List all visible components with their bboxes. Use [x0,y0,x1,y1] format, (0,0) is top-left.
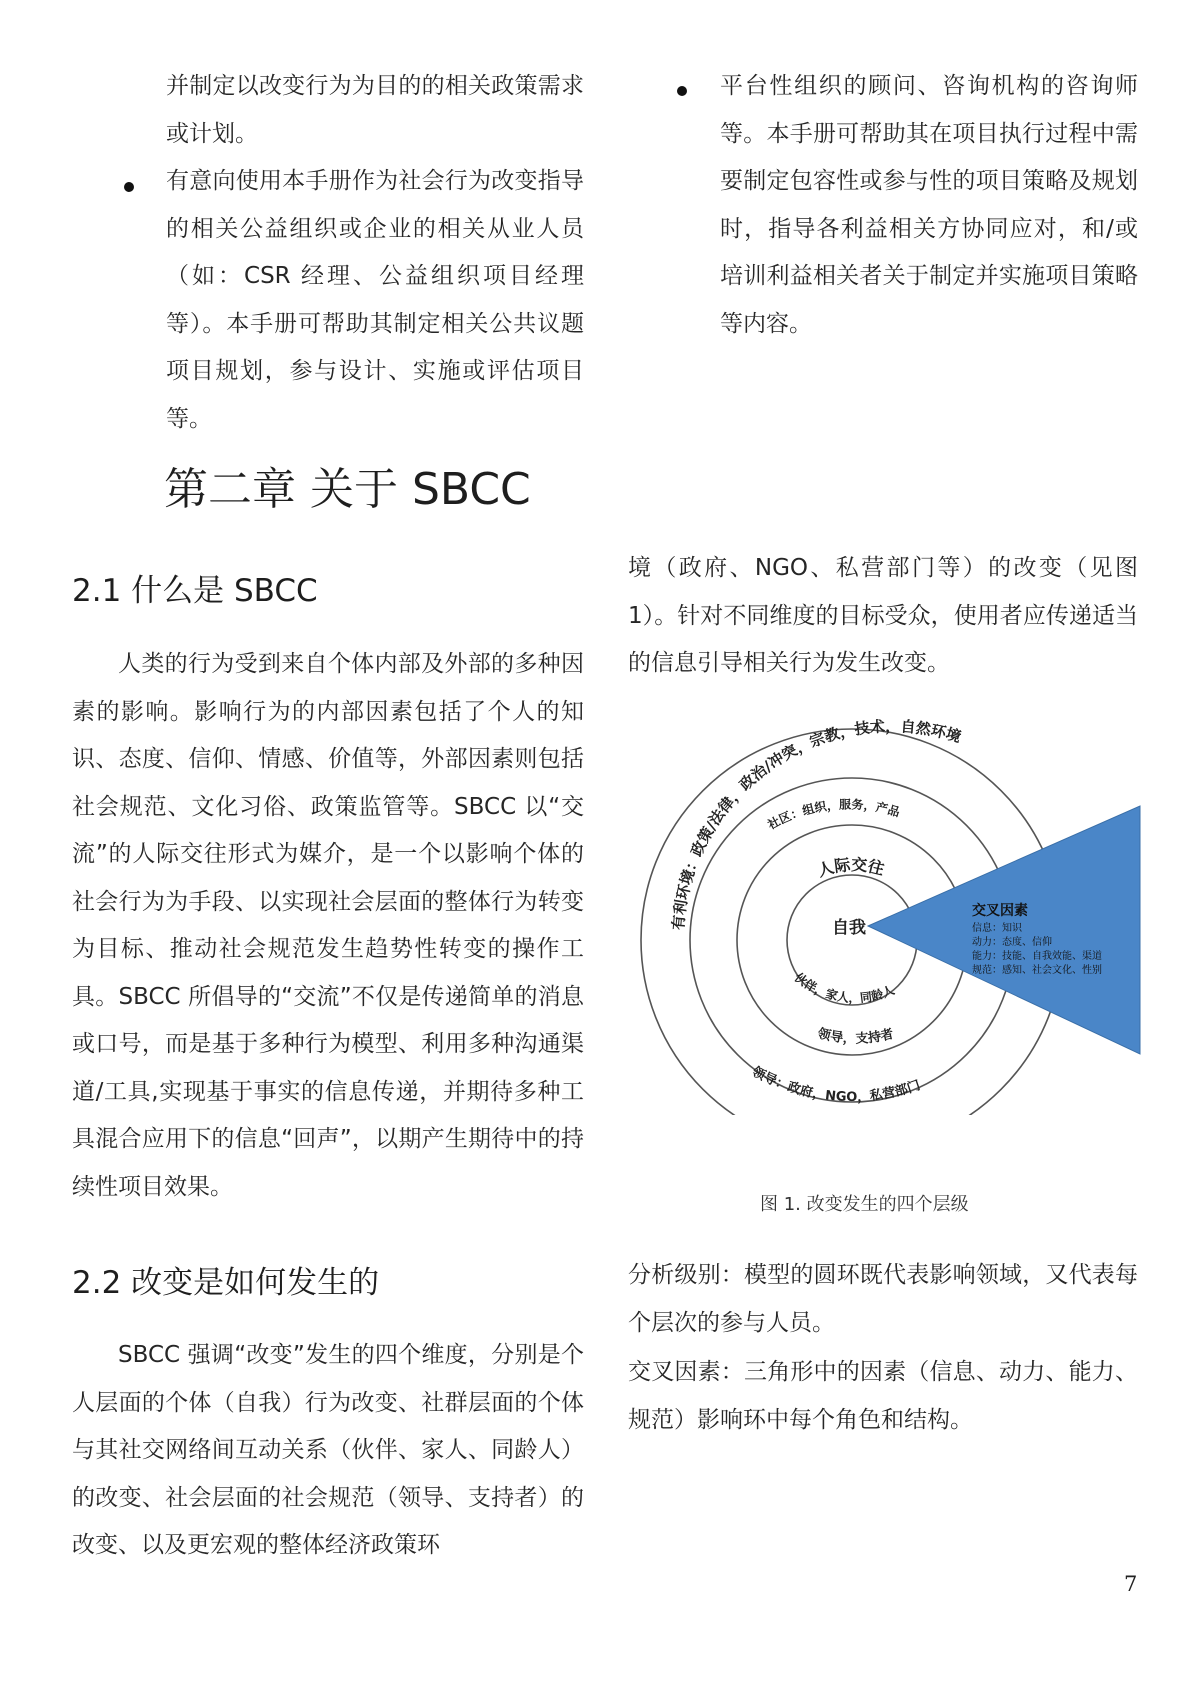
triangle-line-norms: 规范：感知、社会文化、性别 [972,965,1102,976]
page-number: 7 [1124,1572,1138,1596]
chapter-title: 第二章 关于 SBCC [164,464,531,515]
second-arc-label: 社区：组织，服务，产品 [765,797,902,833]
continued-paragraph: 并制定以改变行为为目的的相关政策需求或计划。 [166,73,584,147]
triangle-line-motivation: 动力：态度、信仰 [972,937,1052,948]
bullet-item-consultants: 平台性组织的顾问、咨询机构的咨询师等。本手册可帮助其在项目执行过程中需要制定包容性或参与性的项目策略及规划时，指导各利益相关方协同应对，和/或培训利益相关者关于制定并实施项目策略等内容。 [720,73,1138,337]
figure-caption: 图 1. 改变发生的四个层级 [760,1194,969,1215]
note-cross-factors: 交叉因素：三角形中的因素（信息、动力、能力、规范）影响环中每个角色和结构。 [628,1359,1138,1433]
note-analysis-level: 分析级别：模型的圆环既代表影响领域，又代表每个层次的参与人员。 [628,1262,1138,1336]
bullet-item-practitioners: 有意向使用本手册作为社会行为改变指导的相关公益组织或企业的相关从业人员（如：CSR 经理、公益组织项目经理等）。本手册可帮助其制定相关公共议题项目规划，参与设计、实施或评估项目等。 [166,168,584,432]
outer-arc-label: 有利环境：政策/法律，政治/冲突，宗教，技术，自然环境 [669,717,964,931]
inner-bottom-label: 伙伴，家人，同龄人 [791,970,897,1006]
section-heading-2-1: 2.1 什么是 SBCC [72,573,318,609]
triangle-line-info: 信息：知识 [972,923,1022,934]
section-2-1-paragraph: 人类的行为受到来自个体内部及外部的多种因素的影响。影响行为的内部因素包括了个人的知识、态度、信仰、情感、价值等，外部因素则包括社会规范、文化习俗、政策监管等。SBCC 以“交流”的人际交往形式为媒介，是一个以影响个体的社会行为为手段、以实现社会层面的整体行为转变为目标、推动社会规范发生趋势性转变的操作工具。SBCC 所倡导的“交流”不仅是传递简单的消息或口号，而是基于多种行为模型、利用多种沟通渠道/工具,实现基于事实的信息传递，并期待多种工具混合应用下的信息“回声”，以期产生期待中的持续性项目效果。 [72,651,584,1200]
section-2-2-paragraph: SBCC 强调“改变”发生的四个维度，分别是个人层面的个体（自我）行为改变、社群层面的个体与其社交网络间互动关系（伙伴、家人、同龄人）的改变、社会层面的社会规范（领导、支持者）的改变、以及更宏观的整体经济政策环 [72,1342,584,1558]
triangle-title: 交叉因素 [972,903,1028,919]
bullet-dot [124,182,134,192]
triangle-line-ability: 能力：技能、自我效能、渠道 [972,951,1102,962]
section-heading-2-2: 2.2 改变是如何发生的 [72,1265,380,1301]
outer-bottom-label: 领导：政府，NGO，私营部门 [749,1064,923,1105]
bullet-dot [677,86,687,96]
second-bottom-label: 领导，支持者 [816,1026,896,1047]
four-levels-diagram [620,715,1160,1115]
section-2-2-paragraph-continued: 境（政府、NGO、私营部门等）的改变（见图 1）。针对不同维度的目标受众，使用者应传递适当的信息引导相关行为发生改变。 [628,555,1138,676]
center-label: 自我 [832,918,866,938]
inner-arc-label: 人际交往 [815,855,887,881]
